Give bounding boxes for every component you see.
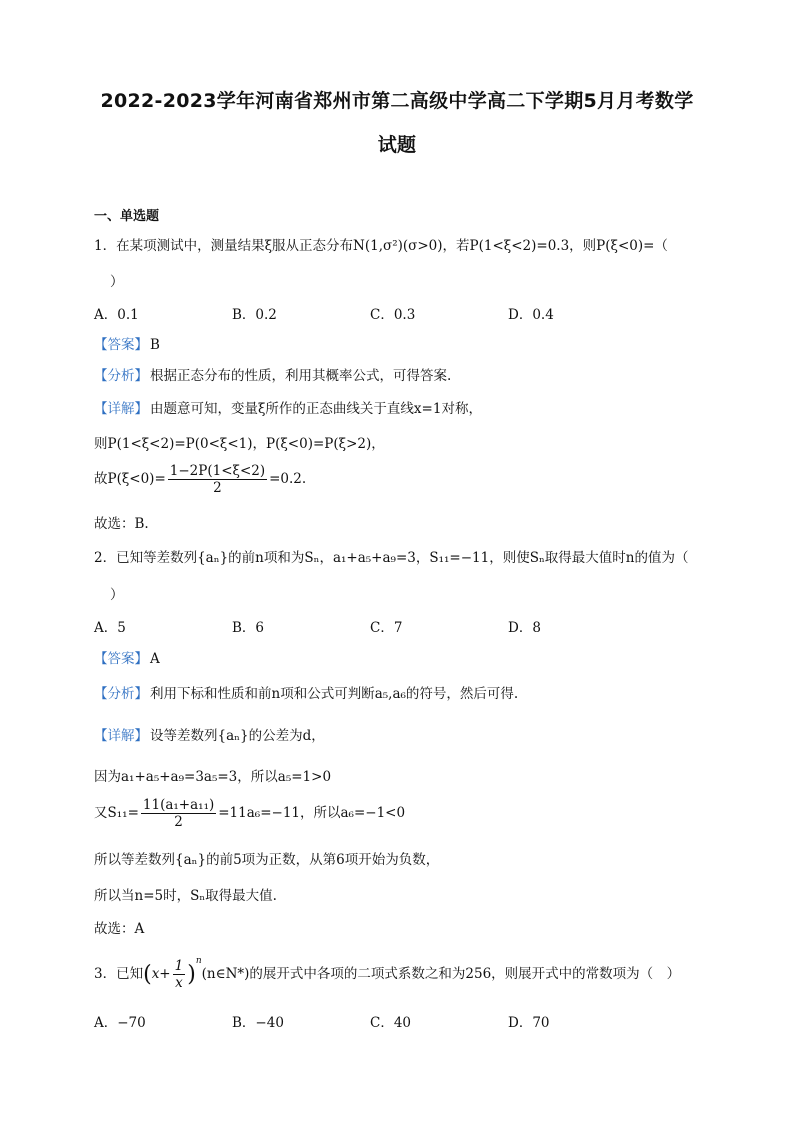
q3-fraction-num: 1	[174, 958, 184, 974]
q3-fraction-den: x	[175, 975, 183, 991]
q2-answer-value: A	[150, 651, 160, 667]
q2-option-d: D．8	[508, 620, 541, 636]
section-heading: 一、单选题	[94, 209, 160, 224]
detail-tag: 【详解】	[94, 401, 148, 417]
q1-option-d: D．0.4	[508, 307, 554, 323]
q2-option-c: C．7	[370, 620, 403, 636]
q2-analysis	[94, 682, 518, 702]
q1-option-a: A．0.1	[94, 307, 139, 323]
analysis-tag: 【分析】	[94, 368, 148, 384]
q1-choice: 故选：B.	[94, 516, 149, 532]
q2-line3-pre: 又S₁₁=	[94, 805, 139, 821]
q2-line3-post: =11a₆=−11，所以a₆=−1<0	[218, 805, 406, 821]
q2-detail-line3	[94, 797, 405, 830]
q3-stem-pre: 3．已知	[94, 966, 144, 982]
q1-detail-text: 由题意可知，变量ξ所作的正态曲线关于直线x=1对称，	[150, 401, 482, 417]
q1-analysis	[94, 364, 451, 384]
q2-fraction-den: 2	[174, 814, 183, 830]
q2-detail-line4: 所以等差数列{aₙ}的前5项为正数，从第6项开始为负数，	[94, 852, 440, 868]
q2-detail-line2: 因为a₁+a₅+a₉=3a₅=3，所以a₅=1>0	[94, 769, 332, 785]
document-title-line1: 2022-2023学年河南省郑州市第二高级中学高二下学期5月月考数学	[100, 90, 694, 112]
q1-answer-value: B	[150, 337, 160, 353]
analysis-tag: 【分析】	[94, 686, 148, 702]
document-title-line2: 试题	[377, 134, 417, 156]
q2-option-a: A．5	[94, 620, 126, 636]
q1-fraction-den: 2	[213, 480, 222, 496]
q3-option-c: C．40	[370, 1015, 412, 1031]
q2-choice: 故选：A	[94, 921, 145, 937]
q3-paren-open: (	[143, 962, 152, 987]
detail-tag: 【详解】	[94, 728, 148, 744]
q2-fraction	[141, 797, 216, 830]
q3-stem	[94, 955, 681, 991]
q1-line3-post: =0.2.	[269, 471, 307, 487]
q1-answer	[94, 333, 160, 353]
q1-fraction	[168, 463, 267, 496]
q1-option-c: C．0.3	[370, 307, 416, 323]
q2-fraction-num: 11(a₁+a₁₁)	[142, 797, 215, 813]
q1-analysis-text: 根据正态分布的性质，利用其概率公式，可得答案.	[150, 368, 452, 384]
answer-tag: 【答案】	[94, 337, 148, 353]
q2-detail	[94, 724, 325, 744]
q1-option-b: B．0.2	[232, 307, 277, 323]
q3-option-d: D．70	[508, 1015, 550, 1031]
q2-detail-line5: 所以当n=5时，Sₙ取得最大值.	[94, 888, 277, 904]
q2-analysis-text: 利用下标和性质和前n项和公式可判断a₅,a₆的符号，然后可得.	[150, 686, 519, 702]
q1-detail	[94, 397, 482, 417]
q2-stem-cont: ）	[110, 587, 124, 603]
q2-stem: 2．已知等差数列{aₙ}的前n项和为Sₙ，a₁+a₅+a₉=3，S₁₁=−11，则使Sₙ取得最大值时n的值为（	[94, 550, 689, 566]
q1-stem: 1．在某项测试中，测量结果ξ服从正态分布N(1,σ²)(σ>0)，若P(1<ξ<2)=0.3，则P(ξ<0)=（	[94, 238, 668, 254]
q1-detail-line3	[94, 463, 306, 496]
q1-stem-cont: ）	[110, 274, 124, 290]
q3-stem-post: (n∈N*)的展开式中各项的二项式系数之和为256，则展开式中的常数项为（ ）	[201, 966, 681, 982]
q1-detail-line2: 则P(1<ξ<2)=P(0<ξ<1)，P(ξ<0)=P(ξ>2)，	[94, 436, 385, 452]
q3-exponent: n	[195, 955, 202, 966]
q2-option-b: B．6	[232, 620, 265, 636]
q3-paren-close: )	[187, 962, 196, 987]
q3-option-b: B．−40	[232, 1015, 284, 1031]
q3-expr-x: x+	[151, 966, 171, 982]
q1-fraction-num: 1−2P(1<ξ<2)	[169, 463, 266, 479]
answer-tag: 【答案】	[94, 651, 148, 667]
q3-option-a: A．−70	[94, 1015, 146, 1031]
q2-detail-text: 设等差数列{aₙ}的公差为d，	[150, 728, 325, 744]
q1-line3-pre: 故P(ξ<0)=	[94, 471, 166, 487]
q2-answer	[94, 647, 160, 667]
q3-fraction	[173, 958, 186, 991]
